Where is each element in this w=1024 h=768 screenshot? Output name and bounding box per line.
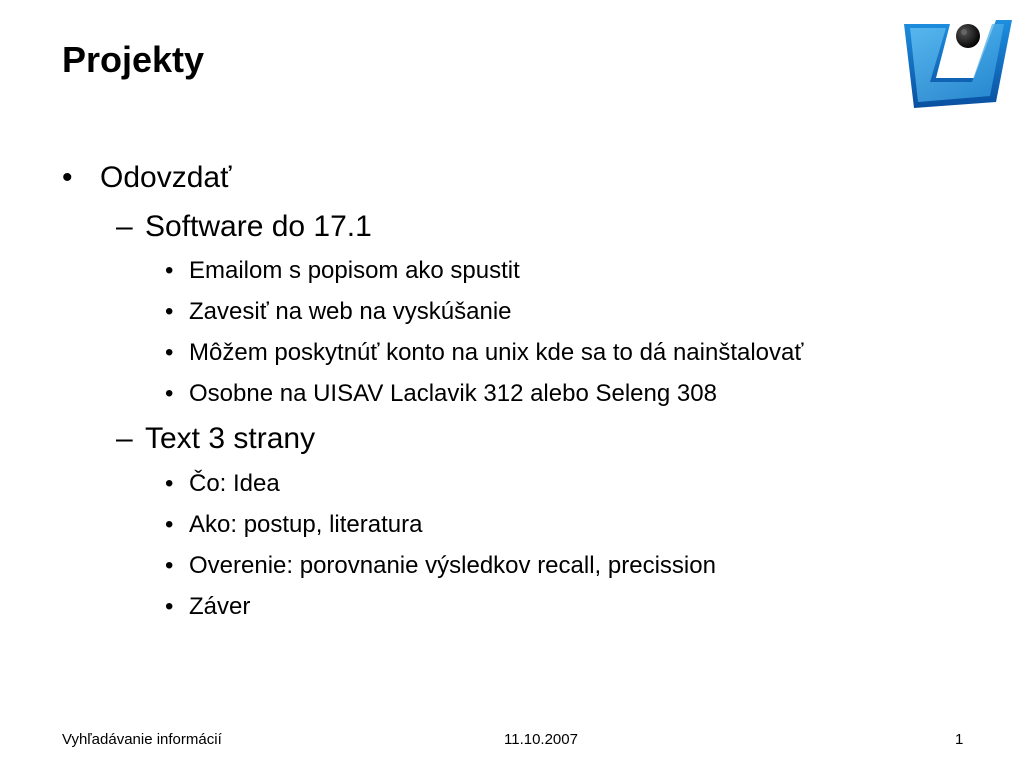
bullet-marker: • [165,380,174,407]
dash-marker: – [116,210,133,243]
bullet-marker: • [165,470,174,497]
list-item: Software do 17.1 [145,210,372,243]
list-item: Osobne na UISAV Laclavik 312 alebo Seleng 308 [189,380,717,407]
list-item: Overenie: porovnanie výsledkov recall, precission [189,552,716,579]
footer-date: 11.10.2007 [504,731,578,748]
dash-marker: – [116,422,133,455]
list-item: Ako: postup, literatura [189,511,423,538]
bullet-marker: • [165,298,174,325]
list-item: Záver [189,593,251,620]
list-item: Čo: Idea [189,470,280,497]
bullet-marker: • [165,511,174,538]
bullet-marker: • [165,552,174,579]
bullet-marker: • [165,339,174,366]
footer-page-number: 1 [955,731,964,748]
bullet-marker: • [165,593,174,620]
footer-course-name: Vyhľadávanie informácií [62,731,222,748]
list-item: Odovzdať [100,161,232,194]
list-item: Emailom s popisom ako spustit [189,257,520,284]
list-item: Zavesiť na web na vyskúšanie [189,298,512,325]
slide-title: Projekty [62,39,205,80]
list-item: Text 3 strany [145,422,316,455]
bullet-marker: • [62,161,73,194]
bullet-marker: • [165,257,174,284]
list-item: Môžem poskytnúť konto na unix kde sa to dá nainštalovať [189,339,804,366]
